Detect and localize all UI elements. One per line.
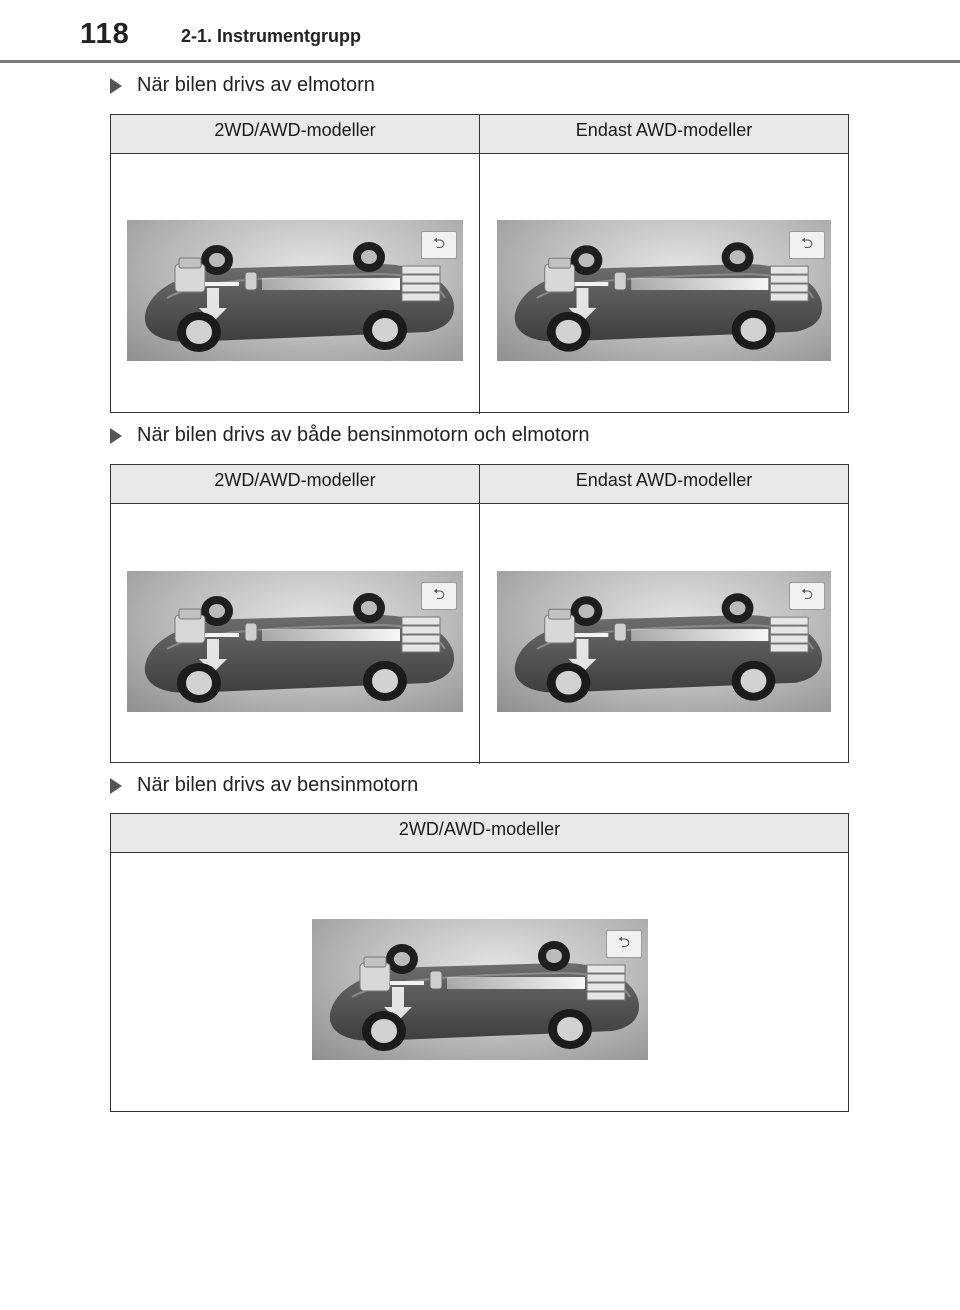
column-header: Endast AWD-modeller (479, 115, 848, 153)
car-energy-flow-illustration (497, 571, 831, 712)
energy-monitor-image (127, 571, 463, 712)
section-heading-text: När bilen drivs av elmotorn (137, 74, 375, 96)
car-energy-flow-illustration (127, 220, 463, 361)
energy-monitor-image (497, 571, 831, 712)
figure-table-petrol (110, 813, 849, 1112)
return-arrow-icon: ⮌ (789, 231, 825, 259)
table-cell (111, 853, 848, 1113)
energy-monitor-image (127, 220, 463, 361)
return-arrow-icon: ⮌ (606, 930, 642, 958)
return-arrow-icon: ⮌ (421, 231, 457, 259)
table-cell (479, 154, 848, 414)
page-number: 118 (80, 18, 130, 50)
page-header (0, 0, 960, 64)
energy-monitor-image (497, 220, 831, 361)
section-heading-hybrid (110, 424, 589, 447)
column-header: 2WD/AWD-modeller (398, 819, 561, 839)
section-heading-electric (110, 74, 375, 97)
table-cell (111, 154, 479, 414)
return-arrow-icon: ⮌ (421, 582, 457, 610)
table-body-row (111, 853, 848, 1113)
section-title: 2-1. Instrumentgrupp (181, 26, 362, 46)
figure-table-electric (110, 114, 849, 413)
column-header: 2WD/AWD-modeller (214, 470, 376, 490)
table-header-row (111, 115, 848, 154)
header-rule (0, 60, 960, 63)
table-body-row (111, 154, 848, 414)
table-header-row (111, 814, 848, 853)
table-body-row (111, 504, 848, 764)
car-energy-flow-illustration (127, 571, 463, 712)
section-heading-text: När bilen drivs av bensinmotorn (137, 774, 419, 796)
triangle-right-icon (110, 778, 122, 794)
triangle-right-icon (110, 428, 122, 444)
figure-table-hybrid (110, 464, 849, 763)
triangle-right-icon (110, 78, 122, 94)
table-cell (111, 504, 479, 764)
car-energy-flow-illustration (312, 919, 648, 1060)
table-header-row (111, 465, 848, 504)
column-header: 2WD/AWD-modeller (214, 120, 376, 140)
table-cell (479, 504, 848, 764)
car-energy-flow-illustration (497, 220, 831, 361)
section-heading-text: När bilen drivs av både bensinmotorn och elmotorn (137, 424, 590, 446)
column-header: Endast AWD-modeller (479, 465, 848, 503)
return-arrow-icon: ⮌ (789, 582, 825, 610)
section-heading-petrol (110, 774, 418, 797)
energy-monitor-image (312, 919, 648, 1060)
